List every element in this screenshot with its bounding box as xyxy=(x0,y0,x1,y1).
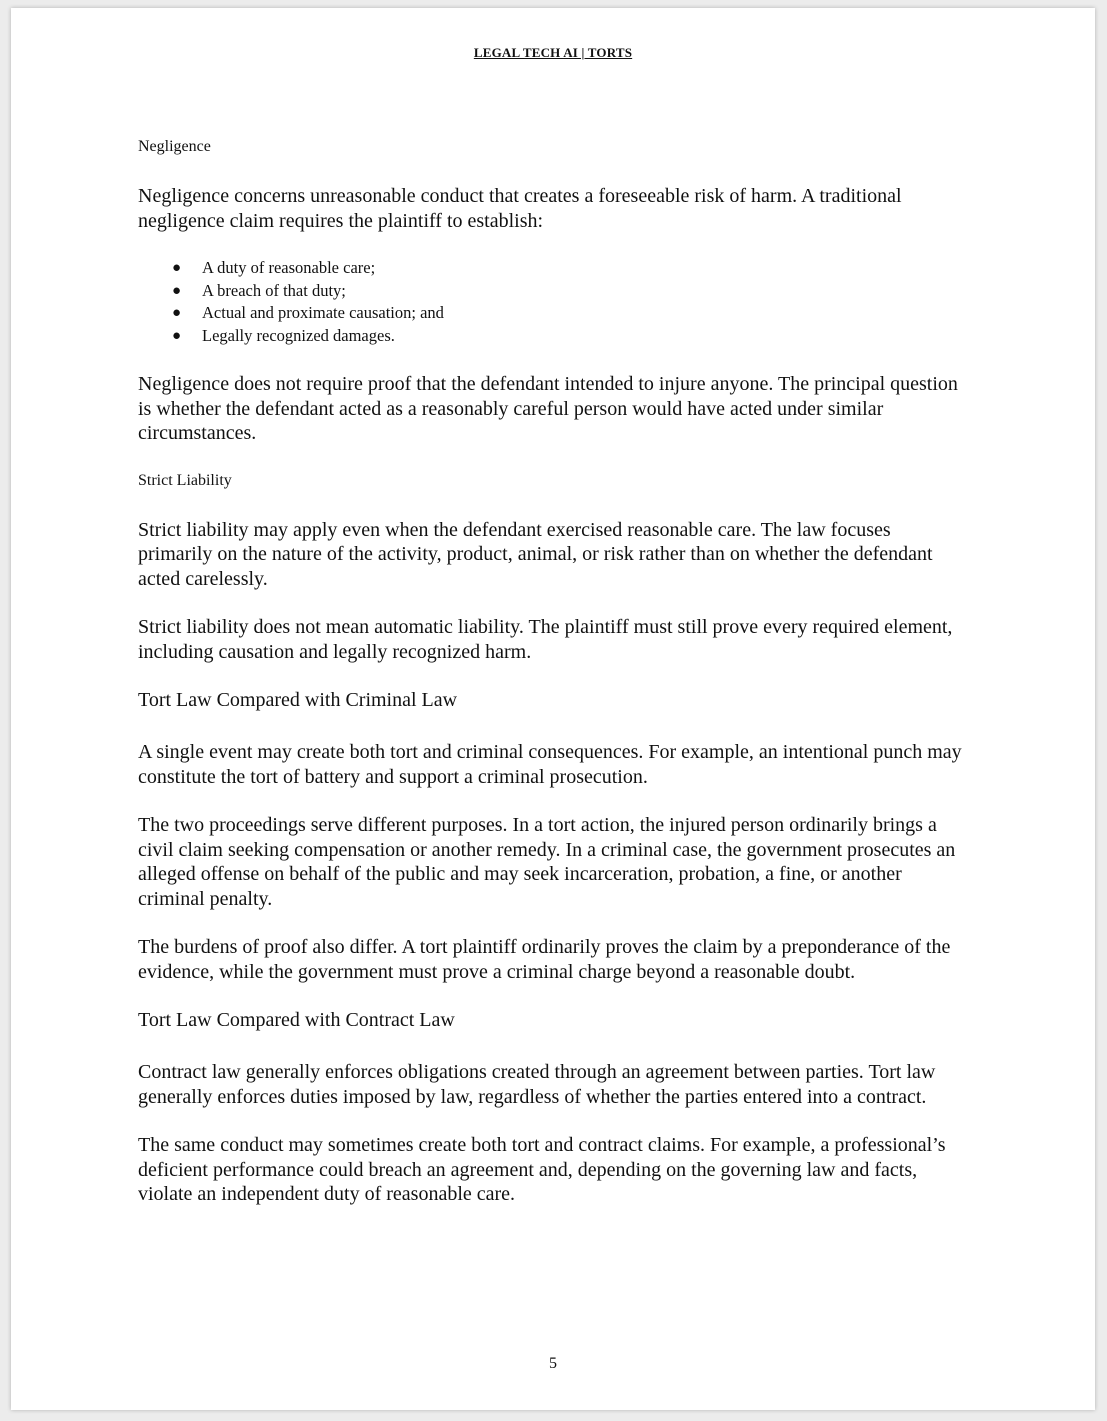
negligence-heading: Negligence xyxy=(138,138,211,155)
contract-law-heading: Tort Law Compared with Contract Law xyxy=(138,1009,455,1031)
list-item-text: A duty of reasonable care; xyxy=(202,258,376,277)
contract-law-paragraph: Contract law generally enforces obligations created through an agreement between parties. Tort law generally enforces duties imposed by law, regardless of whether the parties entered into a contract. xyxy=(138,1061,936,1108)
negligence-intro: Negligence concerns unreasonable conduct that creates a foreseeable risk of harm. A traditional negligence claim requires the plaintiff to establish: xyxy=(138,185,902,232)
list-item xyxy=(172,257,968,280)
page-number: 5 xyxy=(549,1355,557,1372)
criminal-law-paragraph: A single event may create both tort and criminal consequences. For example, an intentional punch may constitute the tort of battery and support a criminal prosecution. xyxy=(138,741,962,788)
list-item-text: A breach of that duty; xyxy=(202,280,346,300)
strict-liability-paragraph: Strict liability does not mean automatic liability. The plaintiff must still prove every required element, including causation and legally recognized harm. xyxy=(138,616,953,663)
list-item-text: Legally recognized damages. xyxy=(202,325,395,345)
bullet-icon: ● xyxy=(172,327,182,344)
list-item-text: Actual and proximate causation; and xyxy=(202,303,444,322)
negligence-closing: Negligence does not require proof that the defendant intended to injure anyone. The principal question is whether the defendant acted as a reasonably careful person would have acted under similar circumstances. xyxy=(138,373,958,444)
negligence-elements-list xyxy=(138,257,968,347)
bullet-icon: ● xyxy=(172,305,182,321)
list-item xyxy=(172,325,968,348)
running-header: LEGAL TECH AI | TORTS xyxy=(473,45,633,60)
page-content xyxy=(138,136,968,1231)
criminal-law-paragraph: The burdens of proof also differ. A tort plaintiff ordinarily proves the claim by a preponderance of the evidence, while the government must prove a criminal charge beyond a reasonable doubt. xyxy=(138,936,951,983)
list-item xyxy=(172,302,968,325)
contract-law-paragraph: The same conduct may sometimes create both tort and contract claims. For example, a professional’s deficient performance could breach an agreement and, depending on the governing law and facts, violate an independent duty of reasonable care. xyxy=(138,1134,946,1205)
criminal-law-paragraph: The two proceedings serve different purposes. In a tort action, the injured person ordinarily brings a civil claim seeking compensation or another remedy. In a criminal case, the government prosecutes an alleged offense on behalf of the public and may seek incarceration, probation, a fine, or another criminal penalty. xyxy=(138,814,956,910)
bullet-icon: ● xyxy=(172,282,182,299)
document-page xyxy=(11,8,1095,1410)
strict-liability-paragraph: Strict liability may apply even when the defendant exercised reasonable care. The law focuses primarily on the nature of the activity, product, animal, or risk rather than on whether the defendant acted carelessly. xyxy=(138,518,933,590)
bullet-icon: ● xyxy=(172,260,182,276)
criminal-law-heading: Tort Law Compared with Criminal Law xyxy=(138,689,458,711)
strict-liability-heading: Strict Liability xyxy=(138,471,232,489)
list-item xyxy=(172,280,968,303)
